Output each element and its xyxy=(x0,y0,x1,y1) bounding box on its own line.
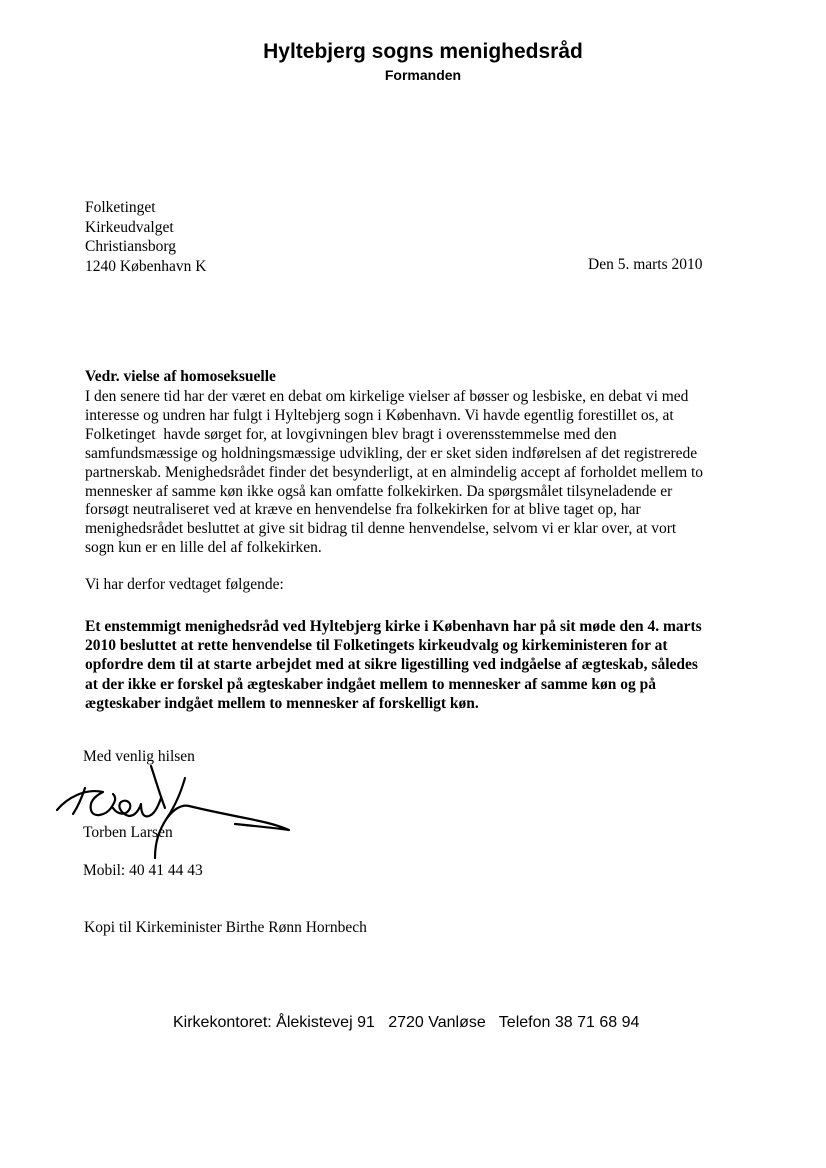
body-line: sogn kun er en lille del af folkekirken. xyxy=(85,539,322,557)
body-line: menighedsrådet besluttet at give sit bidrag til denne henvendelse, selvom vi er klar over, at vort xyxy=(85,520,677,538)
body-line: I den senere tid har der været en debat om kirkelige vielser af bøsser og lesbiske, en debat vi med xyxy=(85,388,689,405)
footer-contact: Kirkekontoret: Ålekistevej 91 2720 Vanløse Telefon 38 71 68 94 xyxy=(173,1014,640,1031)
body-line: samfundsmæssige og holdningsmæssige udvikling, der er sket siden indførelsen af det registrerede xyxy=(85,444,698,462)
copy-recipient: Kopi til Kirkeminister Birthe Rønn Hornbech xyxy=(84,919,367,936)
recipient-line: Kirkeudvalget xyxy=(85,218,174,236)
resolution-line: at der ikke er forskel på ægteskaber indgået mellem to mennesker af samme køn og på xyxy=(85,675,657,693)
handwritten-signature xyxy=(55,758,305,868)
resolution-line: 2010 besluttet at rette henvendelse til Folketingets kirkeudvalg og kirkeministeren for at xyxy=(85,637,668,655)
body-line: mennesker af samme køn ikke også kan omfatte folkekirken. Da spørgsmålet tilsyneladende er xyxy=(85,482,673,500)
letter-body xyxy=(85,388,765,558)
letterhead-title: Hyltebjerg sogns menighedsråd xyxy=(263,40,583,63)
body-line: partnerskab. Menighedsrådet finder det besynderligt, at en almindelig accept af forholdet mellem to xyxy=(85,463,704,481)
resolution-intro: Vi har derfor vedtaget følgende: xyxy=(85,576,284,593)
body-line: Folketinget havde sørget for, at lovgivningen blev bragt i overensstemmelse med den xyxy=(85,425,617,443)
recipient-line: Folketinget xyxy=(85,199,156,216)
recipient-line: Christiansborg xyxy=(85,238,176,255)
letter-subject: Vedr. vielse af homoseksuelle xyxy=(85,368,276,385)
resolution-line: Et enstemmigt menighedsråd ved Hyltebjerg kirke i København har på sit møde den 4. marts xyxy=(85,618,702,635)
signer-mobile: Mobil: 40 41 44 43 xyxy=(83,862,203,879)
resolution-text xyxy=(85,617,702,713)
resolution-line: opfordre dem til at starte arbejdet med at sikre ligestilling ved indgåelse af ægteskab, således xyxy=(85,656,698,674)
closing-greeting: Med venlig hilsen xyxy=(83,748,195,765)
letterhead-subtitle: Formanden xyxy=(384,67,462,83)
recipient-line: 1240 København K xyxy=(85,257,207,275)
body-line: interesse og undren har fulgt i Hyltebjerg sogn i København. Vi havde egentlig forestillet os, at xyxy=(85,406,674,424)
signer-name: Torben Larsen xyxy=(83,824,173,841)
letter-date: Den 5. marts 2010 xyxy=(588,256,703,273)
recipient-address xyxy=(85,198,206,276)
resolution-line: ægteskaber indgået mellem to mennesker af forskelligt køn. xyxy=(85,694,479,712)
body-line: forsøgt neutraliseret ved at kræve en henvendelse fra folkekirken for at blive taget op, har xyxy=(85,501,641,519)
